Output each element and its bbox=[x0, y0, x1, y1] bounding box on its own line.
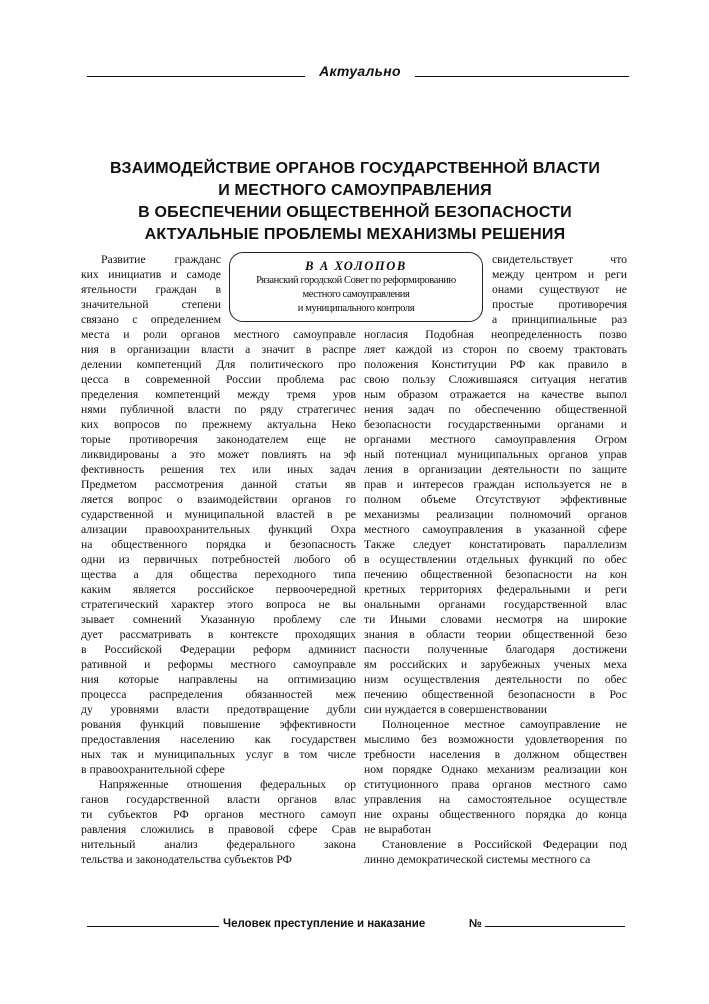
body-text-line: рования функций повышение эффективности bbox=[81, 718, 356, 731]
body-text-line: предоставления населению как государствен bbox=[81, 733, 356, 746]
title-line: И МЕСТНОГО САМОУПРАВЛЕНИЯ bbox=[218, 182, 492, 199]
body-text-line: Также следует констатировать параллелизм bbox=[364, 538, 627, 551]
body-text-line: между центром и реги bbox=[492, 268, 627, 281]
body-text-line: кретных территориях федеральными и реги bbox=[364, 583, 627, 596]
body-text-line: ти субъектов РФ органов местного самоуп bbox=[81, 808, 356, 821]
body-text-line: торые противоречия законодателем еще не bbox=[81, 433, 356, 446]
body-text-line: ние охраны общественного порядка до конца bbox=[364, 808, 627, 821]
body-text-line: онами существуют не bbox=[492, 283, 627, 296]
body-text-line: ликвидированы а это может повлиять на эф bbox=[81, 448, 356, 461]
footer-rule-left bbox=[87, 926, 219, 927]
body-text-line: ляет каждой из сторон по своему трактовать bbox=[364, 343, 627, 356]
body-text-line: знания в области теории общественной безо bbox=[364, 628, 627, 641]
page-footer bbox=[87, 916, 625, 936]
body-text-line: линно демократической системы местного са bbox=[364, 853, 591, 866]
body-text-line: в Российской Федерации реформ админист bbox=[81, 643, 356, 656]
section-label: Актуально bbox=[319, 63, 401, 79]
body-text-line: нительный анализ федерального закона bbox=[81, 838, 356, 851]
body-text-line: а принципиальные раз bbox=[492, 313, 627, 326]
title-line: В ОБЕСПЕЧЕНИИ ОБЩЕСТВЕННОЙ БЕЗОПАСНОСТИ bbox=[138, 204, 572, 221]
body-text-line: пасности полученные благодаря достижени bbox=[364, 643, 627, 656]
body-text-line: положения Конституции РФ как правило в bbox=[364, 358, 627, 371]
body-text-line: нями публичной власти по ряду стратегичес bbox=[81, 403, 356, 416]
issue-number-sign: № bbox=[469, 918, 482, 930]
body-text-line: требности населения в должном обществен bbox=[364, 748, 627, 761]
author-affiliation-line: местного самоуправления bbox=[302, 289, 410, 300]
body-text-line: одни из первичных потребностей любого об bbox=[81, 553, 356, 566]
body-text-line: ном порядке Однако механизм реализации кон bbox=[364, 763, 627, 776]
body-text-line: ления в организации деятельности по защите bbox=[364, 463, 627, 476]
body-text-line: ния которые направлены на оптимизацию bbox=[81, 673, 356, 686]
body-text-line: безопасности государственными органами и bbox=[364, 418, 627, 431]
body-text-line: Напряженные отношения федеральных ор bbox=[99, 778, 356, 791]
body-text-line: ных так и муниципальных услуг в том числе bbox=[81, 748, 356, 761]
body-text-line: ких инициатив и самоде bbox=[81, 268, 221, 281]
body-text-line: ляется вопрос о взаимодействии органов го bbox=[81, 493, 356, 506]
body-text-line: в осуществлении отдельных функций по обес bbox=[364, 553, 627, 566]
body-text-line: процесса распределения обязанностей меж bbox=[81, 688, 356, 701]
body-text-line: делении компетенций Для политического про bbox=[81, 358, 356, 371]
body-text-line: ональными органами государственной влас bbox=[364, 598, 627, 611]
body-text-line: ти Иными словами несмотря на широкие bbox=[364, 613, 627, 626]
body-text-line: механизмы реализации полномочий органов bbox=[364, 508, 627, 521]
header-rule-left bbox=[87, 76, 305, 77]
body-text-line: Полноценное местное самоуправление не bbox=[382, 718, 627, 731]
body-text-line: ких вопросов по прежнему актуальна Неко bbox=[81, 418, 356, 431]
body-text-line: ализации правоохранительных функций Охра bbox=[81, 523, 356, 536]
body-text-line: сии нуждается в совершенствовании bbox=[364, 703, 547, 716]
article-title bbox=[60, 158, 650, 246]
journal-title: Человек преступление и наказание bbox=[223, 918, 426, 930]
body-text-line: равления сложились в правовой сфере Срав bbox=[81, 823, 356, 836]
body-text-line: ногласия Подобная неопределенность позво bbox=[364, 328, 627, 341]
title-line: ВЗАИМОДЕЙСТВИЕ ОРГАНОВ ГОСУДАРСТВЕННОЙ ВЛАСТИ bbox=[109, 160, 601, 177]
body-text-line: цесса в современной России проблема рас bbox=[81, 373, 356, 386]
body-text-line: Становление в Российской Федерации под bbox=[382, 838, 627, 851]
body-text-line: в правоохранительной сфере bbox=[81, 763, 225, 776]
body-text-line: печению общественной безопасности на кон bbox=[364, 568, 627, 581]
header-rule-right bbox=[415, 76, 629, 77]
footer-rule-right bbox=[485, 926, 625, 927]
body-text-line: значительной степени bbox=[81, 298, 221, 311]
body-text-line: ду уровнями власти предотвращение дубли bbox=[81, 703, 356, 716]
body-text-line: управления на самостоятельное осуществле bbox=[364, 793, 627, 806]
body-text-line: печению общественной безопасности в Рос bbox=[364, 688, 627, 701]
body-text-line: полном объеме Отсутствуют эффективные bbox=[364, 493, 627, 506]
body-text-line: органами местного самоуправления Огром bbox=[364, 433, 627, 446]
body-text-line: простые противоречия bbox=[492, 298, 627, 311]
body-text-line: тельства и законодательства субъектов РФ bbox=[81, 853, 292, 866]
body-text-line: местного самоуправления в указанной сфере bbox=[364, 523, 627, 536]
title-line: АКТУАЛЬНЫЕ ПРОБЛЕМЫ МЕХАНИЗМЫ РЕШЕНИЯ bbox=[144, 226, 566, 243]
body-text-line: нения задач по обеспечению общественной bbox=[364, 403, 627, 416]
body-text-line: места и роли органов местного самоуправле bbox=[81, 328, 356, 341]
body-text-line: стратегический характер этого вопроса не вы bbox=[81, 598, 356, 611]
body-text-line: пределения компетенций между тремя уров bbox=[81, 388, 356, 401]
body-text-line: ния в организации власти а значит в распре bbox=[81, 343, 356, 356]
body-text-line: мыслимо без возможности удовлетворения по bbox=[364, 733, 627, 746]
body-text-line: ный потенциал муниципальных органов управ bbox=[364, 448, 627, 461]
body-text-line: свою пользу Сложившаяся ситуация негатив bbox=[364, 373, 627, 386]
body-text-line: не выработан bbox=[364, 823, 432, 836]
body-text-line: щества а для общества переходного типа bbox=[81, 568, 356, 581]
body-text-line: связано с определением bbox=[81, 313, 221, 326]
body-text-line: фективность решения тех или иных задач bbox=[81, 463, 356, 476]
body-text-line: зывает сомнений Указанную проблему сле bbox=[81, 613, 356, 626]
body-text-line: ятельности граждан в bbox=[81, 283, 221, 296]
author-affiliation-line: и муниципального контроля bbox=[297, 303, 415, 314]
body-text-line: ям российских и зарубежных ученых меха bbox=[364, 658, 627, 671]
body-text-line: сударственной и муниципальной властей в ре bbox=[81, 508, 356, 521]
body-text-line: ституционного права органов местного само bbox=[364, 778, 627, 791]
body-text-line: на общественного порядка и безопасность bbox=[81, 538, 356, 551]
body-text-line: свидетельствует что bbox=[492, 253, 627, 266]
body-text-line: ративной и реформы местного самоуправле bbox=[81, 658, 356, 671]
section-header bbox=[87, 63, 629, 83]
body-text-line: низм осуществления деятельности по обес bbox=[364, 673, 627, 686]
author-box bbox=[229, 252, 483, 322]
body-text-line: Предметом рассмотрения данной статьи яв bbox=[81, 478, 356, 491]
body-text-line: ганов государственной власти органов влас bbox=[81, 793, 356, 806]
author-name: В А ХОЛОПОВ bbox=[305, 259, 407, 273]
body-text-line: Развитие гражданс bbox=[101, 253, 221, 266]
body-text-line: дует рассматривать в контексте проходящих bbox=[81, 628, 356, 641]
body-text-line: каким является российское первоочередной bbox=[81, 583, 356, 596]
body-text-line: прав и интересов граждан используется не в bbox=[364, 478, 627, 491]
author-affiliation-line: Рязанский городской Совет по реформированию bbox=[256, 275, 456, 286]
body-text-line: ным образом отражается на качестве выпол bbox=[364, 388, 627, 401]
